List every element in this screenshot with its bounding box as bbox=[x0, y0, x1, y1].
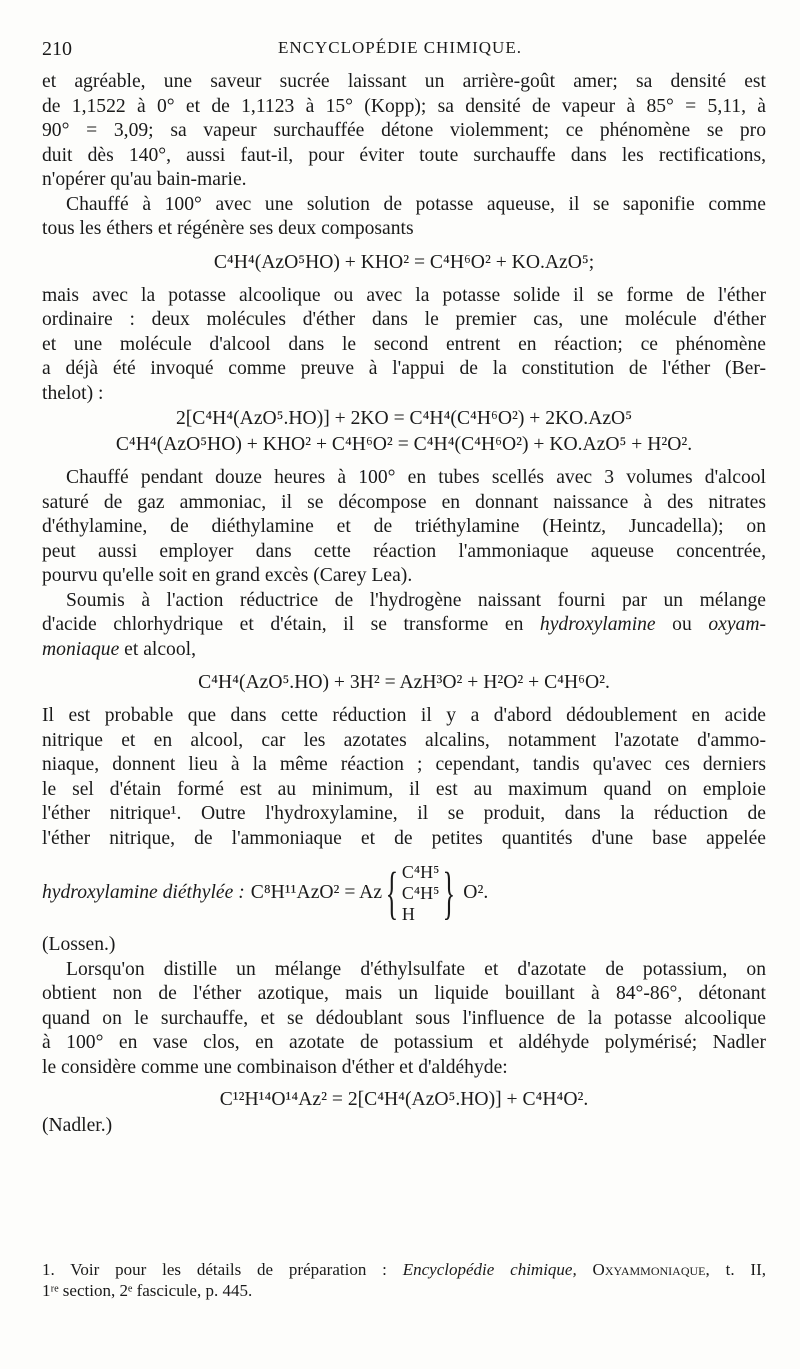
text-line: Chauffé pendant douze heures à 100° en tubes scellés avec 3 volumes d'alcool bbox=[66, 467, 766, 488]
text-line: duit dès 140°, aussi faut-il, pour éviter toute surchauffe dans les rectifications, bbox=[42, 144, 766, 166]
left-brace: { bbox=[385, 860, 399, 925]
text-line: n'opérer qu'au bain-marie. bbox=[42, 169, 247, 190]
text-line: tous les éthers et régénère ses deux composants bbox=[42, 218, 414, 239]
text-span: d'acide chlorhydrique et d'étain, il se transforme en bbox=[42, 614, 540, 635]
text-line: et agréable, une saveur sucrée laissant un arrière-goût amer; sa densité est bbox=[42, 71, 766, 92]
text-line: a déjà été invoqué comme preuve à l'appui de la constitution de l'éther (Ber- bbox=[42, 358, 766, 379]
term-hydroxylamine: hydroxylamine bbox=[539, 614, 656, 635]
text-span: ou bbox=[655, 614, 709, 635]
text-line: saturé de gaz ammoniac, il se décompose en donnant naissance à des nitrates bbox=[42, 491, 766, 513]
text-line: pourvu qu'elle soit en grand excès (Carey Lea). bbox=[42, 565, 413, 586]
text-line bbox=[42, 613, 766, 638]
text-line: de 1,1522 à 0° et de 1,1123 à 15° (Kopp); sa densité de vapeur à 85° = 5,11, à bbox=[42, 95, 766, 117]
term-oxyammoniaque: oxyam- bbox=[708, 614, 766, 635]
text-line: l'éther nitrique, de l'ammoniaque et de petites quantités d'une base appelée bbox=[42, 827, 766, 849]
text-line: Soumis à l'action réductrice de l'hydrogène naissant fourni par un mélange bbox=[66, 589, 766, 611]
footnote-line: 1ʳᵉ section, 2ᵉ fascicule, p. 445. bbox=[42, 1281, 253, 1300]
compound-label: hydroxylamine diéthylée : bbox=[42, 881, 245, 903]
footnote bbox=[42, 1259, 766, 1301]
page-number: 210 bbox=[42, 38, 72, 60]
paragraph-7 bbox=[42, 958, 766, 1081]
page-header bbox=[42, 38, 758, 68]
footnote-entry: Oxyammoniaque, bbox=[576, 1260, 710, 1279]
text-line: le considère comme une combinaison d'éther et d'aldéhyde: bbox=[42, 1056, 508, 1078]
text-line: 90° = 3,09; sa vapeur surchauffée détone violemment; ce phénomène se pro bbox=[42, 120, 766, 141]
paragraph-6 bbox=[42, 704, 766, 851]
citation-lossen: (Lossen.) bbox=[42, 934, 116, 955]
text-line bbox=[42, 638, 766, 663]
text-line: peut aussi employer dans cette réaction l'ammoniaque aqueuse concentrée, bbox=[42, 540, 766, 562]
text-line: niaque, donnent lieu à la même réaction ; cependant, tandis qu'avec ces derniers bbox=[42, 754, 766, 775]
text-line: d'éthylamine, de diéthylamine et de triéthylamine (Heintz, Juncadella); on bbox=[42, 516, 766, 537]
paragraph-3 bbox=[42, 284, 766, 407]
formula-reduction: C⁴H⁴(AzO⁵.HO) + 3H² = AzH³O² + H²O² + C⁴H⁶O². bbox=[198, 672, 610, 693]
formula-suffix: O². bbox=[463, 881, 489, 903]
right-brace: } bbox=[443, 860, 456, 925]
formula-nadler-block bbox=[42, 1088, 766, 1142]
paragraph-5 bbox=[42, 589, 766, 663]
formula-berthelot-1: 2[C⁴H⁴(AzO⁵.HO)] + 2KO = C⁴H⁴(C⁴H⁶O²) + 2KO.AzO⁵ bbox=[175, 408, 633, 429]
text-line: à 100° en vase clos, en azotate de potassium et aldéhyde polymérisé; Nadler bbox=[42, 1032, 766, 1053]
text-span: et alcool, bbox=[119, 638, 196, 660]
text-line: thelot) : bbox=[42, 382, 104, 404]
paragraph-1 bbox=[42, 70, 766, 193]
text-line: le sel d'étain formé est au minimum, il est au maximum quand on emploie bbox=[42, 778, 766, 800]
text-span: 1. Voir pour les détails de préparation : bbox=[42, 1260, 403, 1279]
footnote-line bbox=[42, 1259, 766, 1280]
text-line: Lorsqu'on distille un mélange d'éthylsulfate et d'azotate de potassium, on bbox=[66, 958, 766, 980]
text-line: et une molécule d'alcool dans le second entrent en réaction; ce phénomène bbox=[42, 333, 766, 355]
text-line: quand on le surchauffe, et se dédoublant sous l'influence de la potasse alcoolique bbox=[42, 1007, 766, 1029]
text-line: Il est probable que dans cette réduction il y a d'abord dédoublement en acide bbox=[42, 705, 766, 726]
term-oxyammoniaque-cont: moniaque bbox=[42, 638, 120, 660]
text-line: mais avec la potasse alcoolique ou avec la potasse solide il se forme de l'éther bbox=[42, 284, 766, 306]
text-line: obtient non de l'éther azotique, mais un liquide bouillant à 84°-86°, détonant bbox=[42, 983, 766, 1004]
formula-hydroxylamine-diethylee bbox=[42, 853, 766, 933]
group-item: H bbox=[401, 903, 415, 924]
paragraph-4 bbox=[42, 466, 766, 589]
citation-nadler: (Nadler.) bbox=[42, 1115, 113, 1136]
formula-left: C⁸H¹¹AzO² = Az bbox=[250, 881, 383, 903]
group-item: C⁴H⁵ bbox=[401, 882, 440, 903]
text-line: ordinaire : deux molécules d'éther dans le premier cas, une molécule d'éther bbox=[42, 309, 766, 330]
paragraph-2 bbox=[42, 193, 766, 242]
group-item: C⁴H⁵ bbox=[401, 861, 440, 882]
formula-saponification: C⁴H⁴(AzO⁵HO) + KHO² = C⁴H⁶O² + KO.AzO⁵; bbox=[213, 251, 595, 273]
group-stack bbox=[402, 862, 440, 925]
formula-nadler: C¹²H¹⁴O¹⁴Az² = 2[C⁴H⁴(AzO⁵.HO)] + C⁴H⁴O². bbox=[219, 1089, 589, 1110]
body-text bbox=[42, 70, 766, 1142]
text-line: nitrique et en alcool, car les azotates alcalins, notamment l'azotate d'ammo- bbox=[42, 729, 766, 751]
text-line: Chauffé à 100° avec une solution de potasse aqueuse, il se saponifie comme bbox=[66, 193, 766, 215]
formula-berthelot-2: C⁴H⁴(AzO⁵HO) + KHO² + C⁴H⁶O² = C⁴H⁴(C⁴H⁶O²) + KO.AzO⁵ + H²O². bbox=[115, 434, 693, 455]
text-span: t. II, bbox=[709, 1260, 766, 1279]
footnote-work-title: Encyclopédie chimique, bbox=[402, 1260, 577, 1279]
text-line: l'éther nitrique¹. Outre l'hydroxylamine, il se produit, dans la réduction de bbox=[42, 803, 766, 824]
running-title: ENCYCLOPÉDIE CHIMIQUE. bbox=[278, 38, 522, 57]
